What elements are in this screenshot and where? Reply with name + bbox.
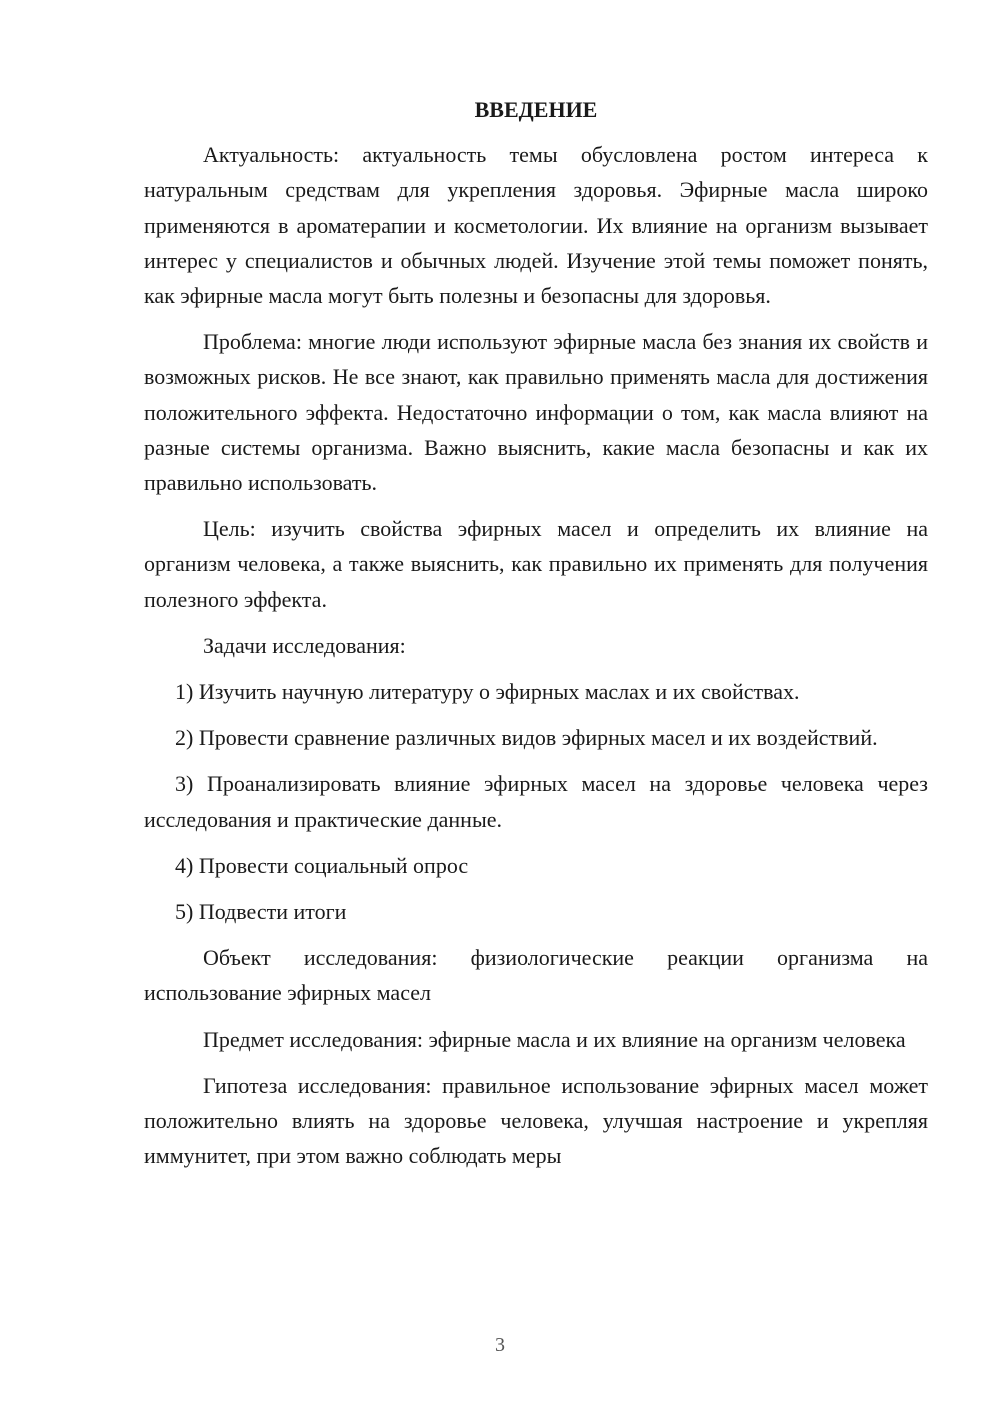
task-item-2: 2) Провести сравнение различных видов эфирных масел и их воздействий.: [175, 725, 878, 751]
paragraph-object: Объект исследования: физиологические реакции организма на использование эфирных масел: [144, 945, 928, 1006]
paragraph-hypothesis: Гипотеза исследования: правильное использование эфирных масел может положительно влиять на здоровье человека, улучшая настроение и укрепляя иммунитет, при этом важно соблюдать меры: [144, 1072, 928, 1169]
task-item-5: 5) Подвести итоги: [175, 899, 347, 925]
section-title: ВВЕДЕНИЕ: [474, 97, 598, 122]
paragraph-problem: Проблема: многие люди используют эфирные масла без знания их свойств и возможных рисков. Не все знают, как правильно применять масла для достижения положительного эффекта. Недостаточно информации о том, как масла влияют на разные системы организма. Важно выяснить, какие масла безопасны и как их правильно использовать.: [144, 329, 928, 496]
paragraph-subject: Предмет исследования: эфирные масла и их влияние на организм человека: [203, 1026, 906, 1052]
document-page: [144, 92, 928, 1184]
page-number: 3: [495, 1334, 505, 1356]
paragraph-tasks-heading: Задачи исследования:: [203, 632, 406, 658]
task-item-1: 1) Изучить научную литературу о эфирных маслах и их свойствах.: [175, 679, 800, 705]
task-item-4: 4) Провести социальный опрос: [175, 852, 469, 878]
paragraph-relevance: Актуальность: актуальность темы обусловлена ростом интереса к натуральным средствам для укрепления здоровья. Эфирные масла широко применяются в ароматерапии и косметологии. Их влияние на организм вызывает интерес у специалистов и обычных людей. Изучение этой темы поможет понять, как эфирные масла могут быть полезны и безопасны для здоровья.: [144, 142, 928, 309]
paragraph-goal: Цель: изучить свойства эфирных масел и определить их влияние на организм человека, а также выяснить, как правильно их применять для получения полезного эффекта.: [144, 516, 928, 612]
task-item-3: 3) Проанализировать влияние эфирных масел на здоровье человека через исследования и практические данные.: [144, 771, 928, 832]
